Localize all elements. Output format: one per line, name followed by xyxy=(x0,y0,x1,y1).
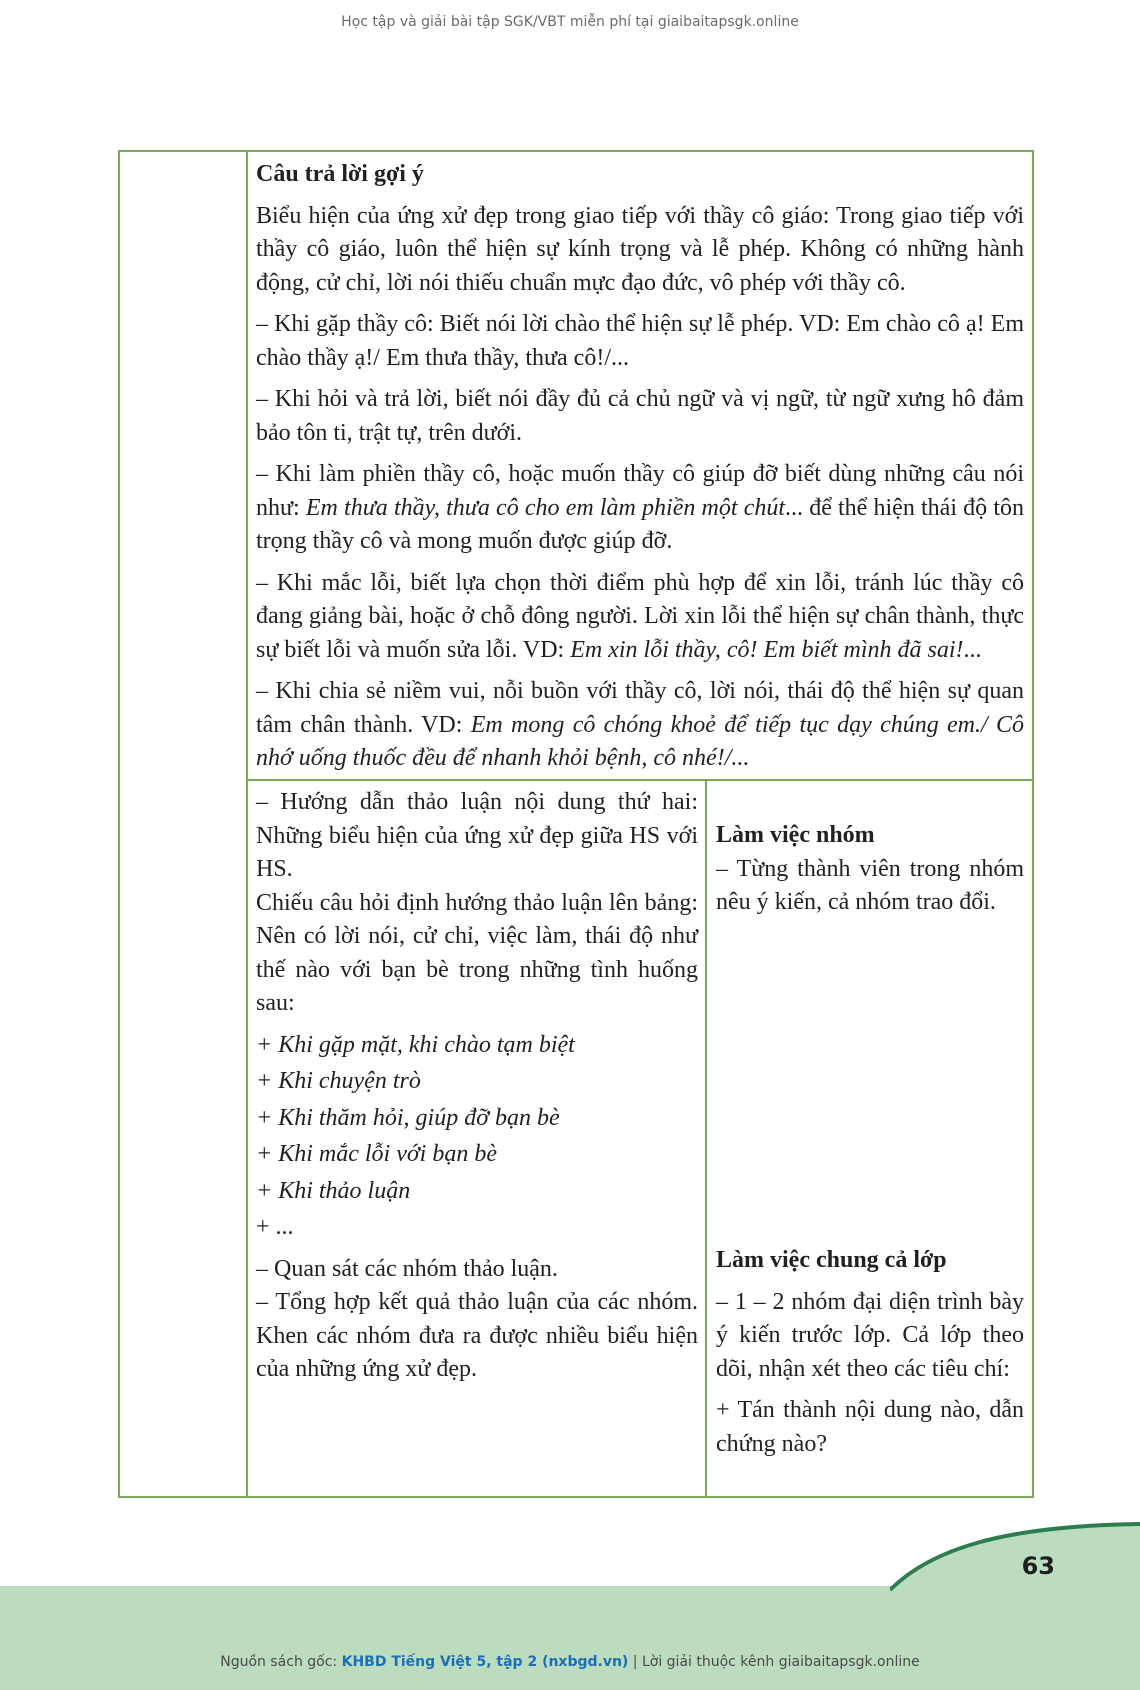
answer-intro: Biểu hiện của ứng xử đẹp trong giao tiếp với thầy cô giáo: Trong giao tiếp với thầy cô giáo, luôn thể hiện sự kính trọng và lễ phép. Không có những hành động, cử chỉ, lời nói thiếu chuẩn mực đạo đức, vô phép với thầy cô. xyxy=(256,202,1024,296)
answer-point-sharing: – Khi chia sẻ niềm vui, nỗi buồn với thầy cô, lời nói, thái độ thể hiện sự quan tâm chân thành. VD: Em mong cô chóng khoẻ để tiếp tục dạy chúng em./ Cô nhớ uống thuốc đều để nhanh khỏi bệnh, cô nhé!/... xyxy=(256,678,1025,771)
suggested-answer-cell xyxy=(256,158,1024,776)
source-note: Nguồn sách gốc: KHBD Tiếng Việt 5, tập 2 (nxbgd.vn) | Lời giải thuộc kênh giaibaitapsgk.online xyxy=(220,1654,920,1670)
answer-point-greeting: – Khi gặp thầy cô: Biết nói lời chào thể hiện sự lễ phép. VD: Em chào cô ạ! Em chào thầy ạ!/ Em thưa thầy, thưa cô!/... xyxy=(256,311,1024,371)
suggested-answer-heading: Câu trả lời gợi ý xyxy=(256,161,424,187)
student-activity-group xyxy=(716,819,1024,920)
list-item: + Khi chuyện trò xyxy=(256,1068,421,1094)
class-work-heading: Làm việc chung cả lớp xyxy=(716,1247,947,1273)
list-item-more: + ... xyxy=(256,1214,294,1240)
list-item: + Khi gặp mặt, khi chào tạm biệt xyxy=(256,1031,575,1058)
observe-groups: – Quan sát các nhóm thảo luận. xyxy=(256,1255,558,1282)
student-activity-class xyxy=(716,1244,1024,1461)
source-link[interactable]: KHBD Tiếng Việt 5, tập 2 (nxbgd.vn) xyxy=(341,1654,629,1670)
class-work-text: – 1 – 2 nhóm đại diện trình bày ý kiến trước lớp. Cả lớp theo dõi, nhận xét theo các tiêu chí: xyxy=(716,1288,1024,1382)
teacher-activity-cell xyxy=(256,786,698,1387)
discussion-guide: – Hướng dẫn thảo luận nội dung thứ hai: Những biểu hiện của ứng xử đẹp giữa HS với HS. xyxy=(256,789,698,882)
page-number: 63 xyxy=(1021,1552,1055,1580)
group-work-text: – Từng thành viên trong nhóm nêu ý kiến, cả nhóm trao đổi. xyxy=(716,855,1024,915)
table-divider-middle xyxy=(705,780,707,1498)
answer-point-asking: – Khi hỏi và trả lời, biết nói đầy đủ cả chủ ngữ và vị ngữ, từ ngữ xưng hô đảm bảo tôn ti, trật tự, trên dưới. xyxy=(256,386,1024,446)
list-item: + Khi thảo luận xyxy=(256,1177,411,1204)
table-divider-left xyxy=(246,150,248,1498)
footer-band xyxy=(0,1586,1140,1690)
table-row-divider xyxy=(246,779,1034,781)
summarize-results: – Tổng hợp kết quả thảo luận của các nhóm. Khen các nhóm đưa ra được nhiều biểu hiện của những ứng xử đẹp. xyxy=(256,1289,698,1382)
list-item: + Khi mắc lỗi với bạn bè xyxy=(256,1141,497,1167)
discussion-question: Chiếu câu hỏi định hướng thảo luận lên bảng: Nên có lời nói, cử chỉ, việc làm, thái độ như thế nào với bạn bè trong những tình huống sau: xyxy=(256,889,698,1016)
class-work-criteria: + Tán thành nội dung nào, dẫn chứng nào? xyxy=(716,1397,1024,1457)
header-note: Học tập và giải bài tập SGK/VBT miễn phí tại giaibaitapsgk.online xyxy=(341,14,799,30)
answer-point-apology: – Khi mắc lỗi, biết lựa chọn thời điểm phù hợp để xin lỗi, tránh lúc thầy cô đang giảng bài, hoặc ở chỗ đông người. Lời xin lỗi thể hiện sự chân thành, thực sự biết lỗi và muốn sửa lỗi. VD: Em xin lỗi thầy, cô! Em biết mình đã sai!... xyxy=(256,569,1024,663)
group-work-heading: Làm việc nhóm xyxy=(716,822,875,848)
list-item: + Khi thăm hỏi, giúp đỡ bạn bè xyxy=(256,1104,560,1131)
answer-point-bother: – Khi làm phiền thầy cô, hoặc muốn thầy cô giúp đỡ biết dùng những câu nói như: Em thưa thầy, thưa cô cho em làm phiền một chút... để thể hiện thái độ tôn trọng thầy cô và mong muốn được giúp đỡ. xyxy=(256,461,1024,554)
